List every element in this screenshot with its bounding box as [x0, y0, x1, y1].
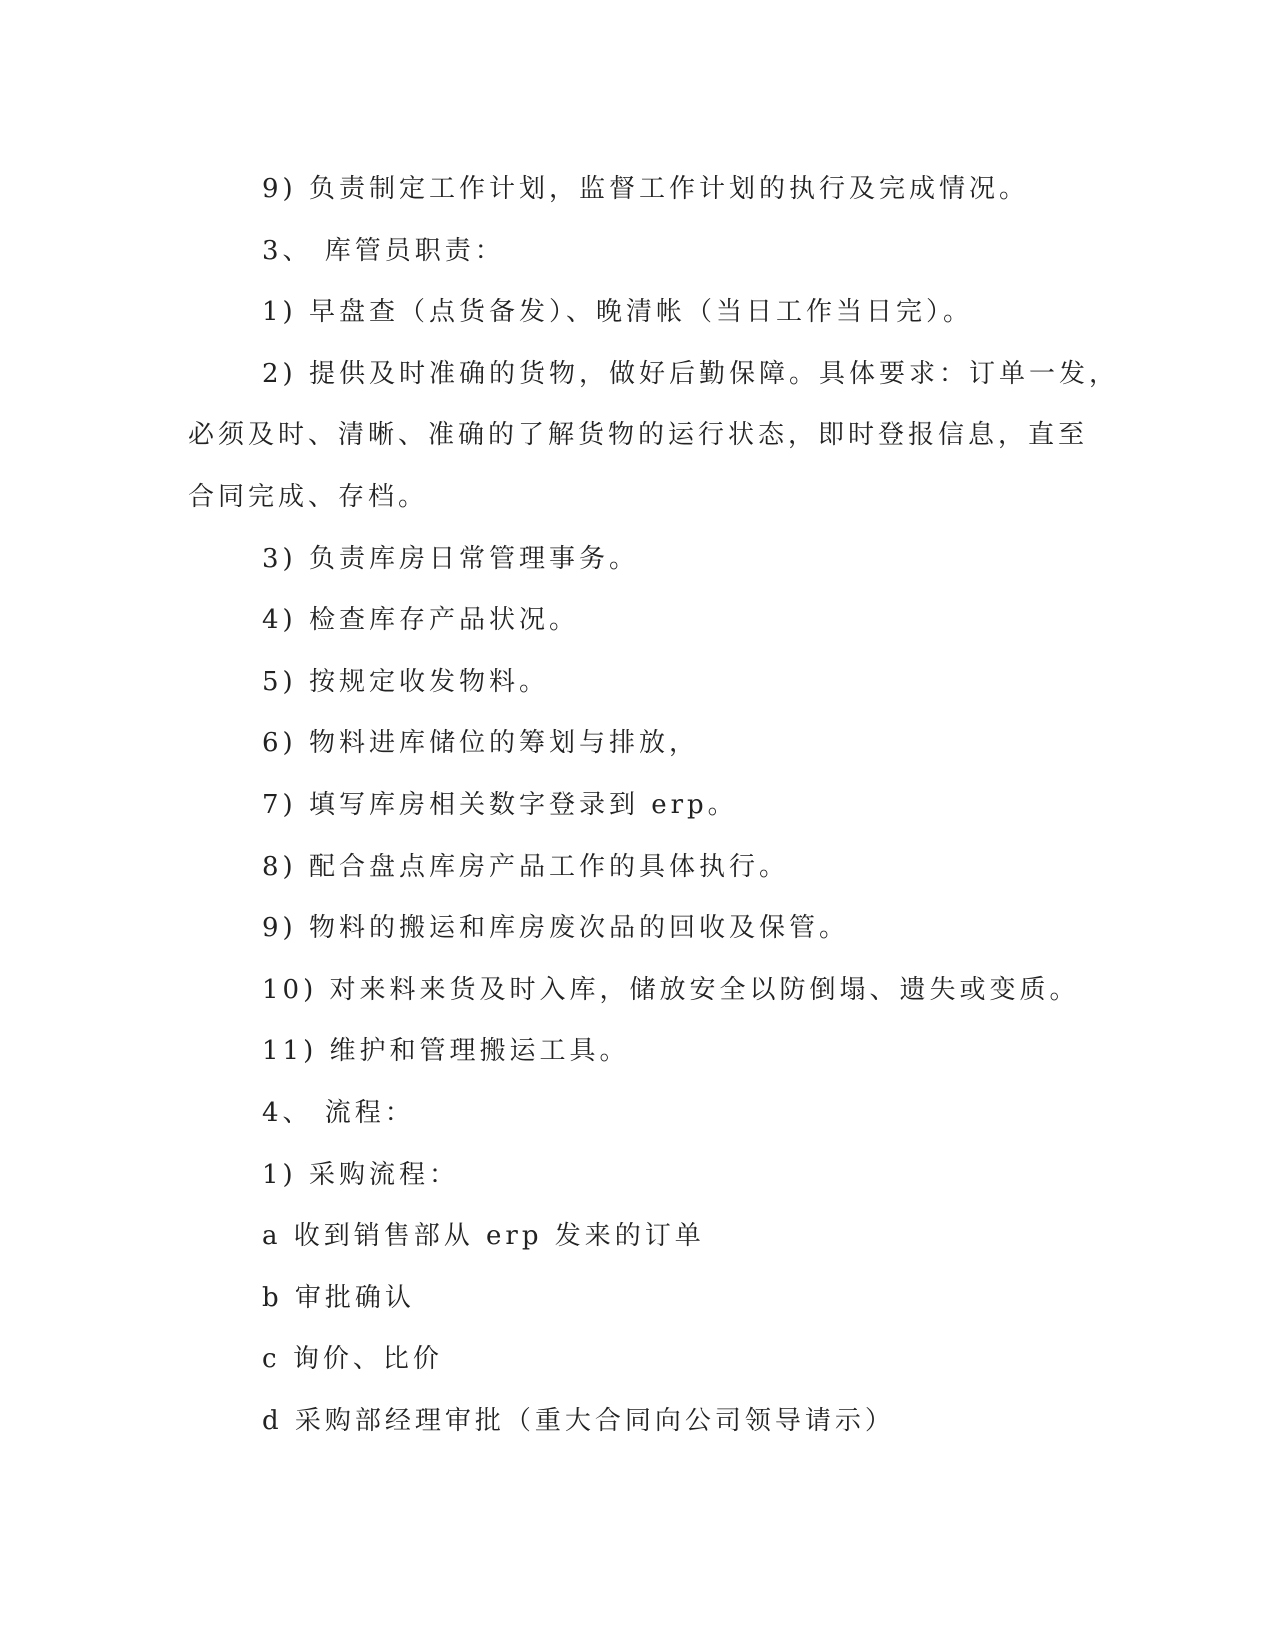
paragraph-line: 必须及时、清晰、准确的了解货物的运行状态，即时登报信息，直至: [188, 420, 1089, 451]
paragraph-line: 8) 配合盘点库房产品工作的具体执行。: [262, 851, 789, 882]
paragraph-line: 5) 按规定收发物料。: [262, 666, 549, 697]
paragraph-line: 9) 负责制定工作计划，监督工作计划的执行及完成情况。: [262, 174, 1029, 204]
subsection-heading: 1) 采购流程：: [262, 1159, 459, 1190]
paragraph-line: 9) 物料的搬运和库房废次品的回收及保管。: [262, 913, 849, 944]
paragraph-line: 11) 维护和管理搬运工具。: [262, 1036, 630, 1067]
paragraph-line: 6) 物料进库储位的筹划与排放，: [262, 728, 699, 759]
list-item: b 审批确认: [262, 1282, 415, 1313]
paragraph-line: 4) 检查库存产品状况。: [262, 605, 579, 636]
list-item: c 询价、比价: [262, 1344, 443, 1375]
paragraph-line: 10) 对来料来货及时入库，储放安全以防倒塌、遗失或变质。: [262, 974, 1080, 1005]
list-item: d 采购部经理审批（重大合同向公司领导请示）: [262, 1405, 895, 1436]
paragraph-line: 2) 提供及时准确的货物，做好后勤保障。具体要求：订单一发，: [262, 358, 1119, 389]
paragraph-line: 1) 早盘查（点货备发）、晚清帐（当日工作当日完）。: [262, 297, 973, 328]
paragraph-line: 合同完成、存档。: [188, 481, 429, 512]
document-body: [188, 168, 1119, 1461]
list-item: a 收到销售部从 erp 发来的订单: [262, 1221, 705, 1252]
section-heading: 3、 库管员职责：: [262, 235, 505, 266]
paragraph-line: 3) 负责库房日常管理事务。: [262, 543, 639, 574]
paragraph-line: 7) 填写库房相关数字登录到 erp。: [262, 789, 738, 820]
section-heading: 4、 流程：: [262, 1097, 415, 1128]
